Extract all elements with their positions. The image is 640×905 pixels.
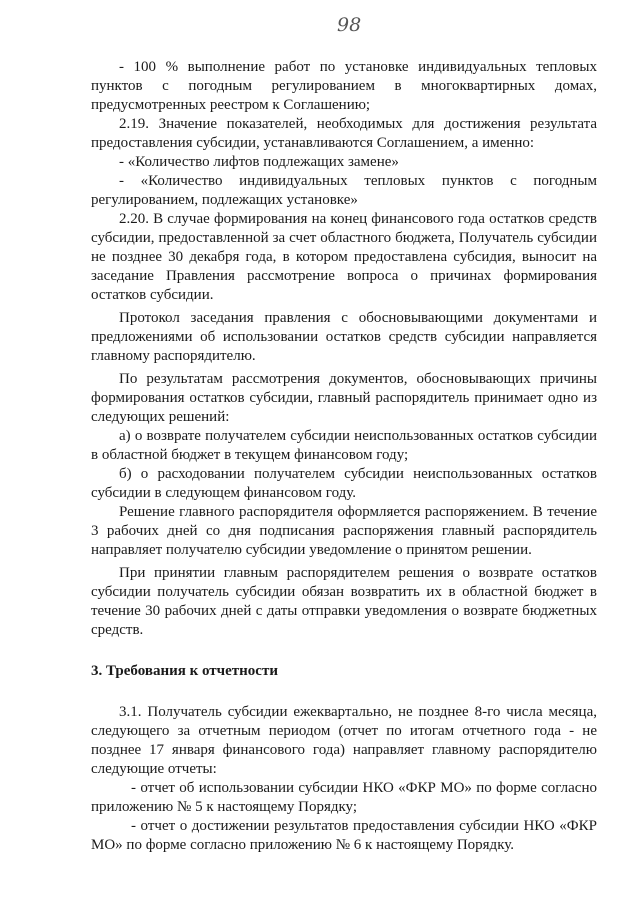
handwritten-page-number: 98 (337, 14, 362, 36)
paragraph: а) о возврате получателем субсидии неиспользованных остатков субсидии в областной бюджет в текущем финансовом году; (91, 428, 597, 463)
section-heading: 3. Требования к отчетности (91, 663, 278, 679)
paragraph: - «Количество лифтов подлежащих замене» (119, 154, 399, 170)
list-item: - отчет об использовании субсидии НКО «ФКР МО» по форме согласно приложению № 5 к настоящему Порядку; (91, 780, 597, 815)
paragraph: При принятии главным распорядителем решения о возврате остатков субсидии получатель субсидии обязан возвратить их в областной бюджет в течение 30 рабочих дней с даты отправки уведомления о возврате бюджетных средств. (91, 565, 597, 638)
paragraph: Решение главного распорядителя оформляется распоряжением. В течение 3 рабочих дней со дня подписания распоряжения главный распорядитель направляет получателю субсидии уведомление о принятом решении. (91, 504, 597, 558)
paragraph: б) о расходовании получателем субсидии неиспользованных остатков субсидии в следующем финансовом году. (91, 466, 597, 501)
paragraph: 3.1. Получатель субсидии ежеквартально, не позднее 8-го числа месяца, следующего за отчетным периодом (отчет по итогам отчетного года - не позднее 17 января финансового года) направляет главному распорядителю следующие отчеты: (91, 704, 597, 777)
paragraph: По результатам рассмотрения документов, обосновывающих причины формирования остатков субсидии, главный распорядитель принимает одно из следующих решений: (91, 371, 597, 425)
paragraph: 2.19. Значение показателей, необходимых для достижения результата предоставления субсидии, устанавливаются Соглашением, а именно: (91, 116, 597, 151)
paragraph: - 100 % выполнение работ по установке индивидуальных тепловых пунктов с погодным регулированием в многоквартирных домах, предусмотренных реестром к Соглашению; (91, 59, 597, 113)
paragraph: - «Количество индивидуальных тепловых пунктов с погодным регулированием, подлежащих установке» (91, 173, 597, 208)
document-body (91, 58, 597, 855)
paragraph: Протокол заседания правления с обосновывающими документами и предложениями об использовании остатков средств субсидии направляется главному распорядителю. (91, 310, 597, 364)
list-item: - отчет о достижении результатов предоставления субсидии НКО «ФКР МО» по форме согласно приложению № 6 к настоящему Порядку. (91, 818, 597, 853)
paragraph: 2.20. В случае формирования на конец финансового года остатков средств субсидии, предоставленной за счет областного бюджета, Получатель субсидии не позднее 30 декабря года, в котором предоставлена субсидия, выносит на заседание Правления рассмотрение вопроса о причинах формирования остатков субсидии. (91, 211, 597, 303)
